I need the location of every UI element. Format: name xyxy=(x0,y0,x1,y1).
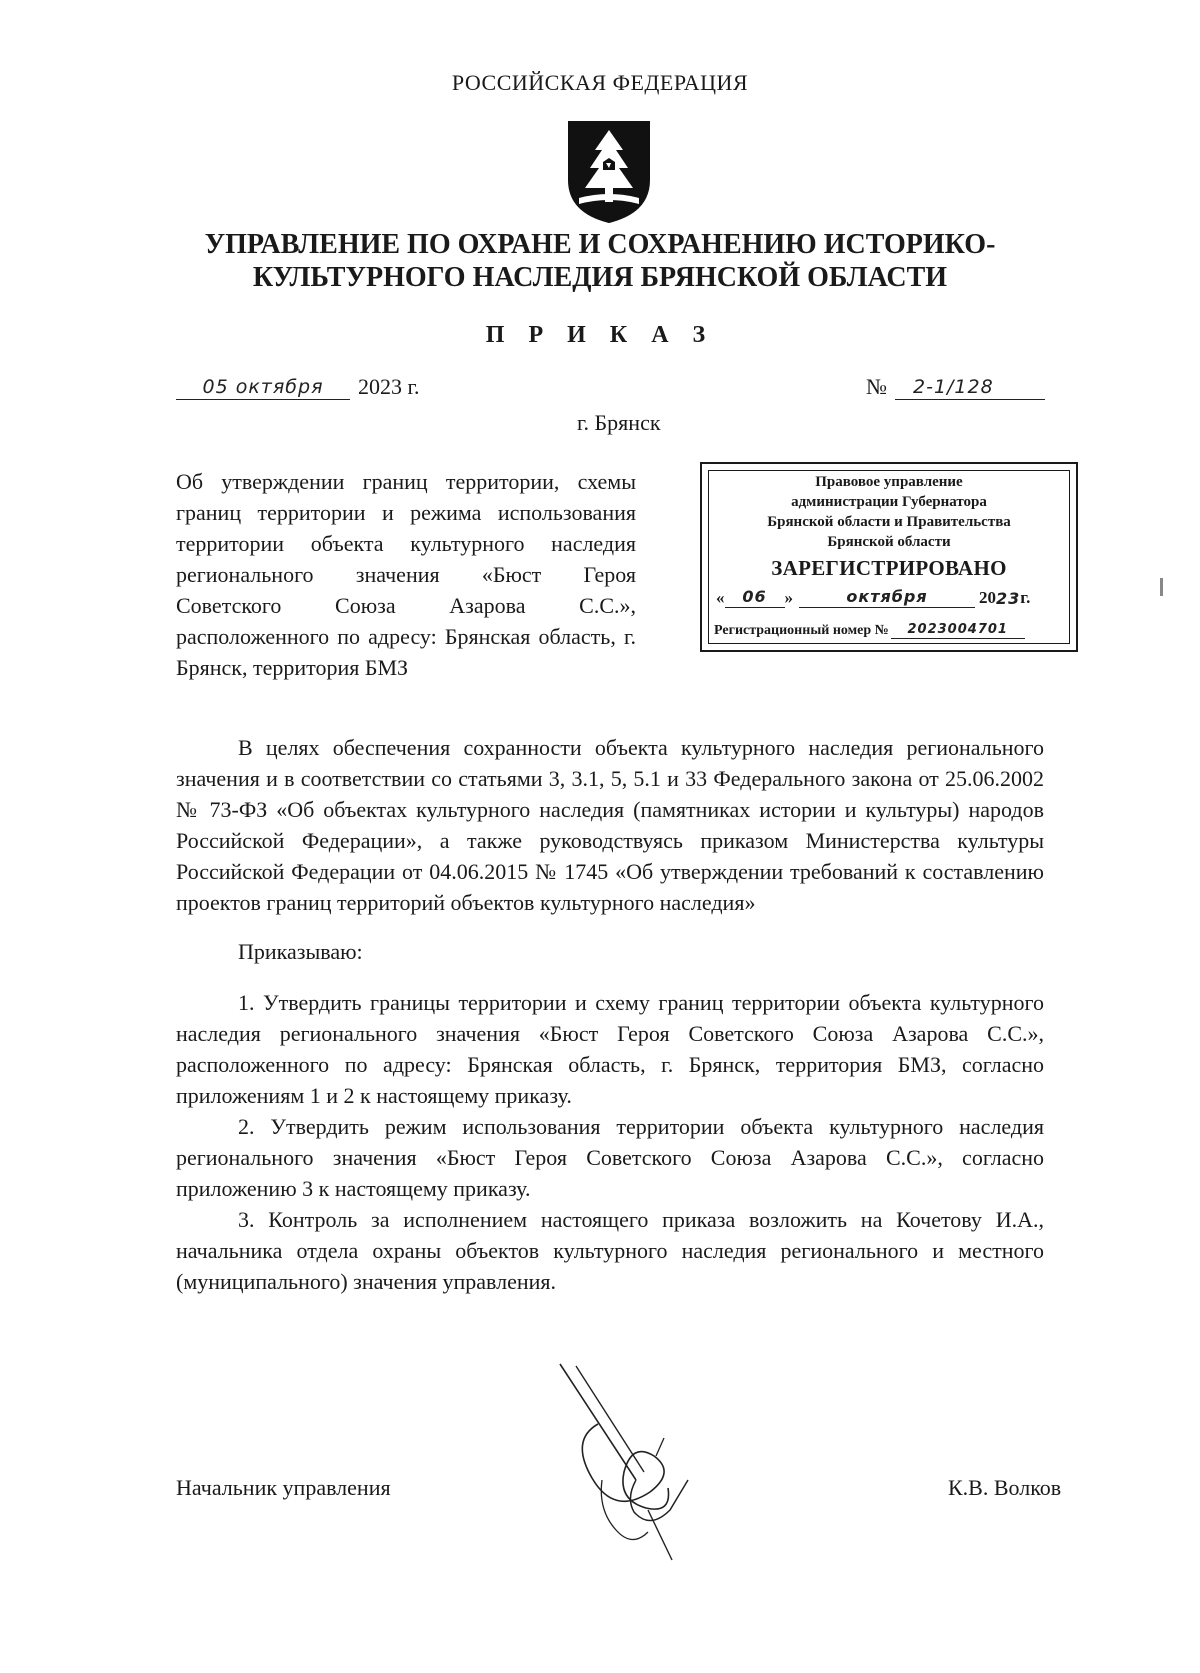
stamp-month: октября xyxy=(799,587,975,608)
order-body xyxy=(176,732,1044,1297)
order-date-year: 2023 г. xyxy=(358,374,420,399)
registration-stamp xyxy=(700,462,1078,652)
order-item-1: 1. Утвердить границы территории и схему границ территории объекта культурного наследия регионального значения «Бюст Героя Советского Союза Азарова С.С.», расположенного по адресу: Брянская область, г. Брянск, территория БМЗ, согласно приложениям 1 и 2 к настоящему приказу. xyxy=(176,990,1044,1108)
handwritten-signature-icon xyxy=(540,1360,720,1570)
stamp-org-line-3: Брянской области и Правительства xyxy=(767,514,1011,530)
stamp-registration-number xyxy=(714,622,1025,639)
order-number-handwritten: 2-1/128 xyxy=(895,376,1045,400)
stamp-quote-open: « xyxy=(716,588,725,607)
stamp-org-line-4: Брянской области xyxy=(827,534,951,550)
margin-mark xyxy=(1160,578,1163,596)
stamp-date xyxy=(716,587,1030,608)
document-type: П Р И К А З xyxy=(485,322,715,348)
stamp-regno-label: Регистрационный номер № xyxy=(714,623,889,638)
stamp-quote-close: » xyxy=(784,588,793,607)
stamp-day: 06 xyxy=(725,587,785,608)
order-number-label: № xyxy=(866,374,887,399)
organization-title xyxy=(0,228,1200,294)
order-directive-word: Приказываю: xyxy=(238,939,363,964)
order-subject: Об утверждении границ территории, схемы границ территории и режима использования территории объекта культурного наследия регионального значения «Бюст Героя Советского Союза Азарова С.С.», расположенного по адресу: Брянская область, г. Брянск, территория БМЗ xyxy=(176,469,636,680)
signatory-name: К.В. Волков xyxy=(948,1475,1062,1500)
order-date-handwritten: 05 октября xyxy=(176,376,350,400)
stamp-year-prefix: 20 xyxy=(979,588,996,607)
stamp-year-suffix: 23 xyxy=(996,589,1021,608)
order-number xyxy=(866,374,1045,400)
stamp-organization xyxy=(702,472,1076,552)
stamp-regno-value: 2023004701 xyxy=(891,622,1025,639)
bryansk-coat-of-arms-icon xyxy=(565,118,653,226)
organization-title-line-2: КУЛЬТУРНОГО НАСЛЕДИЯ БРЯНСКОЙ ОБЛАСТИ xyxy=(252,262,948,293)
stamp-org-line-2: администрации Губернатора xyxy=(791,494,987,510)
organization-title-line-1: УПРАВЛЕНИЕ ПО ОХРАНЕ И СОХРАНЕНИЮ ИСТОРИКО- xyxy=(204,229,996,260)
stamp-year-unit: г. xyxy=(1020,588,1031,607)
order-date xyxy=(176,374,420,400)
stamp-org-line-1: Правовое управление xyxy=(815,474,963,490)
preamble-paragraph: В целях обеспечения сохранности объекта культурного наследия регионального значения и в соответствии со статьями 3, 3.1, 5, 5.1 и 33 Федерального закона от 25.06.2002 № 73-ФЗ «Об объектах культурного наследия (памятниках истории и культуры) народов Российской Федерации», а также руководствуясь приказом Министерства культуры Российской Федерации от 04.06.2015 № 1745 «Об утверждении требований к составлению проектов границ территорий объектов культурного наследия» xyxy=(176,735,1044,915)
order-item-2: 2. Утвердить режим использования территории объекта культурного наследия регионального значения «Бюст Героя Советского Союза Азарова С.С.», согласно приложению 3 к настоящему приказу. xyxy=(176,1114,1044,1201)
country-heading: РОССИЙСКАЯ ФЕДЕРАЦИЯ xyxy=(451,70,749,95)
order-city: г. Брянск xyxy=(577,410,661,435)
stamp-registered-label: ЗАРЕГИСТРИРОВАНО xyxy=(771,556,1007,580)
order-item-3: 3. Контроль за исполнением настоящего приказа возложить на Кочетову И.А., начальника отдела охраны объектов культурного наследия регионального и местного (муниципального) значения управления. xyxy=(176,1207,1044,1294)
signatory-position: Начальник управления xyxy=(176,1475,391,1500)
